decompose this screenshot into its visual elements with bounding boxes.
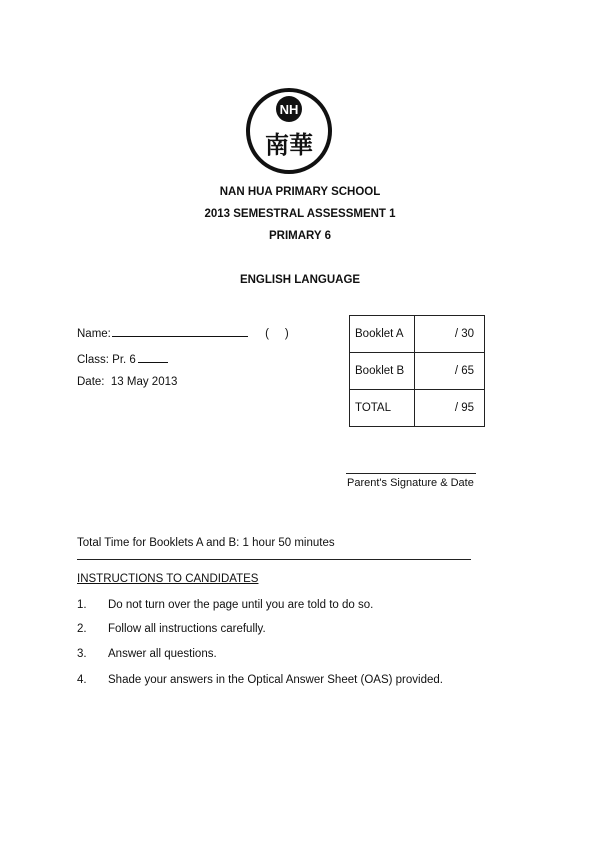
date-field (77, 376, 177, 388)
table-row (350, 316, 485, 353)
total-score: / 95 (415, 390, 485, 427)
register-number-field[interactable] (265, 328, 289, 340)
booklet-b-label: Booklet B (350, 353, 415, 390)
table-row (350, 353, 485, 390)
class-field (77, 352, 168, 366)
total-label: TOTAL (350, 390, 415, 427)
instruction-text: Answer all questions. (108, 648, 217, 660)
signature-label: Parent's Signature & Date (347, 477, 474, 489)
booklet-b-score: / 65 (415, 353, 485, 390)
date-value: 13 May 2013 (110, 376, 178, 388)
school-logo (245, 87, 333, 175)
class-blank[interactable] (138, 352, 168, 363)
instruction-number: 1. (77, 599, 87, 611)
booklet-a-score: / 30 (415, 316, 485, 353)
instruction-text: Shade your answers in the Optical Answer Sheet (OAS) provided. (108, 674, 443, 686)
instruction-number: 2. (77, 623, 87, 635)
level-title: PRIMARY 6 (269, 230, 331, 242)
paren-close: ) (284, 328, 289, 340)
logo-initials: NH (279, 102, 299, 117)
name-blank[interactable] (112, 326, 248, 337)
paren-open: ( (265, 328, 269, 340)
logo-characters: 南華 (265, 131, 313, 159)
date-label: Date: (77, 376, 105, 388)
subject-title: ENGLISH LANGUAGE (239, 274, 361, 286)
table-row (350, 390, 485, 427)
name-label: Name: (77, 328, 111, 340)
assessment-title: 2013 SEMESTRAL ASSESSMENT 1 (204, 208, 396, 220)
booklet-a-label: Booklet A (350, 316, 415, 353)
signature-line[interactable] (346, 473, 476, 474)
instruction-text: Follow all instructions carefully. (108, 623, 266, 635)
class-label: Class: Pr. 6 (77, 354, 136, 366)
instructions-heading: INSTRUCTIONS TO CANDIDATES (77, 573, 259, 585)
score-table (349, 315, 485, 427)
instruction-number: 3. (77, 648, 87, 660)
instruction-number: 4. (77, 674, 87, 686)
total-time: Total Time for Booklets A and B: 1 hour 50 minutes (77, 537, 335, 549)
name-field (77, 326, 289, 340)
divider (77, 559, 471, 560)
instruction-text: Do not turn over the page until you are told to do so. (108, 599, 374, 611)
school-name: NAN HUA PRIMARY SCHOOL (219, 186, 381, 198)
